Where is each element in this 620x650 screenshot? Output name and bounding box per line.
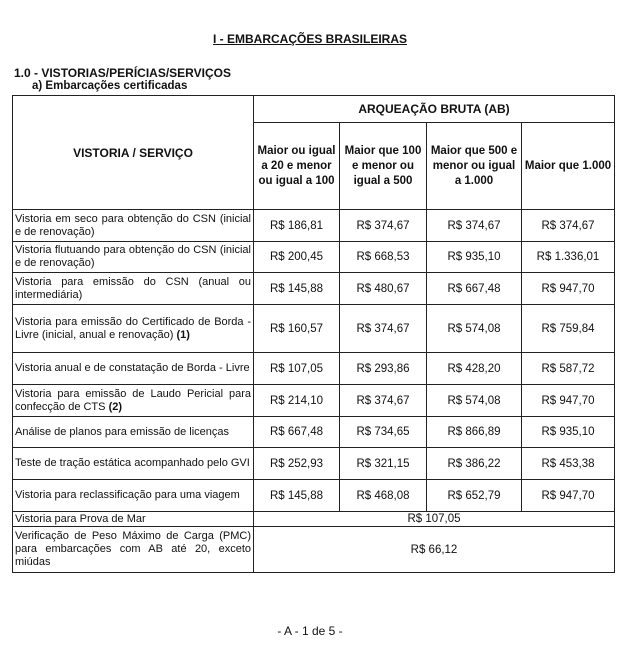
service-cell [13,353,254,385]
service-text: Vistoria para Prova de Mar [15,512,146,525]
value-cell: R$ 453,38 [522,448,615,480]
page-footer: - A - 1 de 5 - [277,624,343,638]
value-cell: R$ 252,93 [254,448,340,480]
value-cell: R$ 935,10 [522,417,615,448]
service-text: Teste de tração estática acompanhado pelo GVI [15,457,250,469]
value-cell: R$ 866,89 [427,417,522,448]
column-header-3: Maior que 500 e menor ou igual a 1.000 [427,123,522,210]
service-text: Vistoria para reclassificação para uma viagem [15,489,240,501]
value-cell: R$ 374,67 [340,305,427,353]
value-cell: R$ 200,45 [254,242,340,273]
table-row-merged [13,512,615,527]
value-cell: R$ 734,65 [340,417,427,448]
footnote-marker: (2) [108,400,123,413]
value-cell: R$ 107,05 [254,353,340,385]
value-cell: R$ 374,67 [340,385,427,417]
value-cell: R$ 480,67 [340,273,427,305]
merged-value-cell: R$ 66,12 [254,527,615,573]
table-row [13,417,615,448]
service-text: Vistoria para emissão do CSN (anual ou intermediária) [15,275,251,301]
value-cell: R$ 374,67 [522,210,615,242]
service-text: Verificação de Peso Máximo de Carga (PMC) para embarcações com AB até 20, exceto miúdas [15,530,251,568]
service-cell [13,385,254,417]
table-row [13,210,615,242]
service-text: Vistoria flutuando para obtenção do CSN (inicial e de renovação) [15,244,251,269]
value-cell: R$ 145,88 [254,273,340,305]
table-row [13,448,615,480]
value-cell: R$ 214,10 [254,385,340,417]
service-text: Vistoria para emissão de Laudo Pericial para confecção de CTS [15,387,251,413]
value-cell: R$ 186,81 [254,210,340,242]
document-title: I - EMBARCAÇÕES BRASILEIRAS [212,32,407,46]
value-cell: R$ 321,15 [340,448,427,480]
value-cell: R$ 160,57 [254,305,340,353]
service-cell [13,305,254,353]
value-cell: R$ 1.336,01 [522,242,615,273]
value-cell: R$ 759,84 [522,305,615,353]
table-row [13,273,615,305]
value-cell: R$ 667,48 [427,273,522,305]
column-header-4: Maior que 1.000 [522,123,615,210]
service-text: Análise de planos para emissão de licenças [15,425,230,438]
value-cell: R$ 374,67 [427,210,522,242]
value-cell: R$ 386,22 [427,448,522,480]
column-header-1: Maior ou igual a 20 e menor ou igual a 100 [254,123,340,210]
value-cell: R$ 947,70 [522,385,615,417]
gross-tonnage-header: ARQUEAÇÃO BRUTA (AB) [254,96,615,123]
table-row [13,385,615,417]
value-cell: R$ 668,53 [340,242,427,273]
table-row-merged [13,527,615,573]
fee-table [12,95,615,573]
subsection-title: a) Embarcações certificadas [32,80,188,92]
service-cell [13,480,254,512]
merged-value-cell: R$ 107,05 [254,512,615,527]
service-cell [13,242,254,273]
table-row [13,480,615,512]
value-cell: R$ 947,70 [522,273,615,305]
footnote-marker: (1) [176,328,190,341]
value-cell: R$ 667,48 [254,417,340,448]
service-cell [13,448,254,480]
table-row [13,353,615,385]
value-cell: R$ 145,88 [254,480,340,512]
column-header-2: Maior que 100 e menor ou igual a 500 [340,123,427,210]
service-cell [13,512,254,527]
service-text: Vistoria anual e de constatação de Borda - Livre [15,362,250,374]
table-row [13,305,615,353]
section-title: 1.0 - VISTORIAS/PERÍCIAS/SERVIÇOS [14,66,231,80]
service-cell [13,527,254,573]
service-cell [13,417,254,448]
value-cell: R$ 574,08 [427,305,522,353]
value-cell: R$ 935,10 [427,242,522,273]
table-row [13,242,615,273]
value-cell: R$ 374,67 [340,210,427,242]
service-cell [13,210,254,242]
value-cell: R$ 293,86 [340,353,427,385]
value-cell: R$ 587,72 [522,353,615,385]
value-cell: R$ 468,08 [340,480,427,512]
service-text: Vistoria em seco para obtenção do CSN (inicial e de renovação) [15,212,251,238]
value-cell: R$ 947,70 [522,480,615,512]
service-cell [13,273,254,305]
value-cell: R$ 652,79 [427,480,522,512]
value-cell: R$ 574,08 [427,385,522,417]
value-cell: R$ 428,20 [427,353,522,385]
service-text: Vistoria para emissão do Certificado de Borda - Livre (inicial, anual e renovação) [15,315,251,341]
header-row-group [13,96,615,123]
service-column-header: VISTORIA / SERVIÇO [13,96,254,210]
